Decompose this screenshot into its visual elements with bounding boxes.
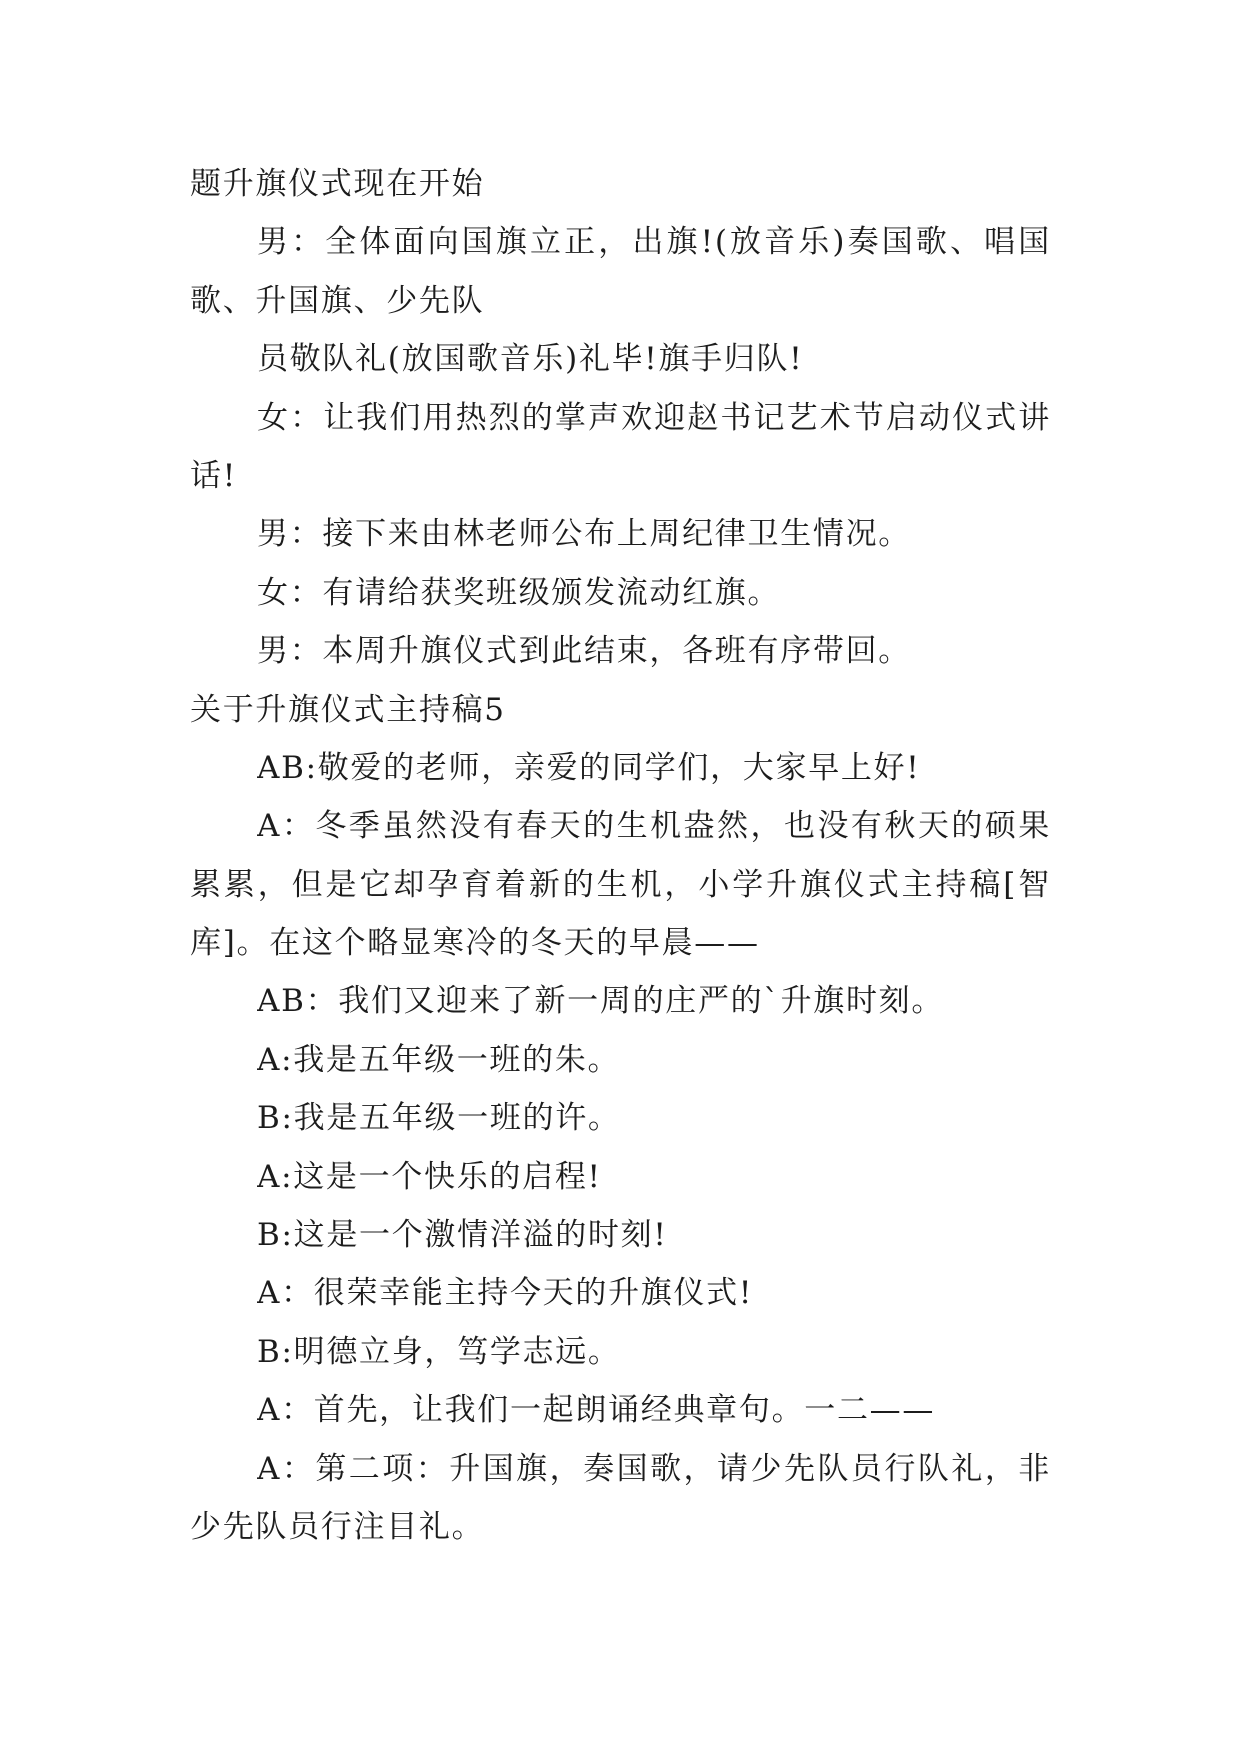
paragraph — [190, 1323, 1051, 1381]
paragraph-line: AB:敬爱的老师，亲爱的同学们，大家早上好! — [257, 749, 921, 786]
paragraph-line: 男：接下来由林老师公布上周纪律卫生情况。 — [257, 516, 911, 553]
paragraph-line: B:这是一个激情洋溢的时刻! — [257, 1217, 668, 1254]
paragraph-line: A：冬季虽然没有春天的生机盎然，也没有秋天的硕果 — [257, 808, 1051, 845]
paragraph-line: 库]。在这个略显寒冷的冬天的早晨—— — [190, 925, 760, 962]
paragraph-line: B:我是五年级一班的许。 — [257, 1100, 621, 1137]
paragraph — [190, 1440, 1051, 1557]
paragraph — [190, 330, 1051, 388]
paragraph — [190, 389, 1051, 506]
paragraph-line: A:这是一个快乐的启程! — [257, 1158, 602, 1195]
paragraph — [190, 1089, 1051, 1147]
paragraph — [190, 622, 1051, 680]
paragraph-line: 男：本周升旗仪式到此结束，各班有序带回。 — [257, 633, 911, 670]
paragraph — [190, 1206, 1051, 1264]
paragraph-line: 歌、升国旗、少先队 — [190, 282, 485, 319]
document-body — [190, 155, 1051, 1556]
paragraph-line: 女：有请给获奖班级颁发流动红旗。 — [257, 574, 781, 611]
paragraph — [190, 1381, 1051, 1439]
paragraph-line: A：第二项：升国旗，奏国歌，请少先队员行队礼，非 — [257, 1450, 1051, 1487]
section-heading-line: 关于升旗仪式主持稿5 — [190, 691, 506, 728]
section-heading — [190, 681, 1051, 739]
paragraph — [190, 505, 1051, 563]
paragraph-line: B:明德立身，笃学志远。 — [257, 1333, 621, 1370]
paragraph-line: A：很荣幸能主持今天的升旗仪式! — [257, 1275, 754, 1312]
paragraph-line: 男：全体面向国旗立正，出旗!(放音乐)奏国歌、唱国 — [257, 224, 1051, 261]
paragraph-line: AB：我们又迎来了新一周的庄严的`升旗时刻。 — [257, 983, 945, 1020]
paragraph — [190, 213, 1051, 330]
paragraph-line: 话! — [190, 457, 237, 494]
paragraph — [190, 797, 1051, 972]
paragraph — [190, 1031, 1051, 1089]
paragraph-line: 员敬队礼(放国歌音乐)礼毕!旗手归队! — [257, 341, 804, 378]
paragraph — [190, 1264, 1051, 1322]
paragraph-line: 累累，但是它却孕育着新的生机，小学升旗仪式主持稿[智 — [190, 866, 1051, 903]
paragraph — [190, 1148, 1051, 1206]
paragraph — [190, 155, 1051, 213]
paragraph-line: 题升旗仪式现在开始 — [190, 166, 485, 202]
paragraph-line: A：首先，让我们一起朗诵经典章句。一二—— — [257, 1392, 936, 1429]
paragraph-line: 女：让我们用热烈的掌声欢迎赵书记艺术节启动仪式讲 — [257, 399, 1051, 436]
paragraph — [190, 972, 1051, 1030]
paragraph-line: 少先队员行注目礼。 — [190, 1508, 485, 1545]
paragraph-line: A:我是五年级一班的朱。 — [257, 1041, 621, 1078]
paragraph — [190, 739, 1051, 797]
paragraph — [190, 564, 1051, 622]
